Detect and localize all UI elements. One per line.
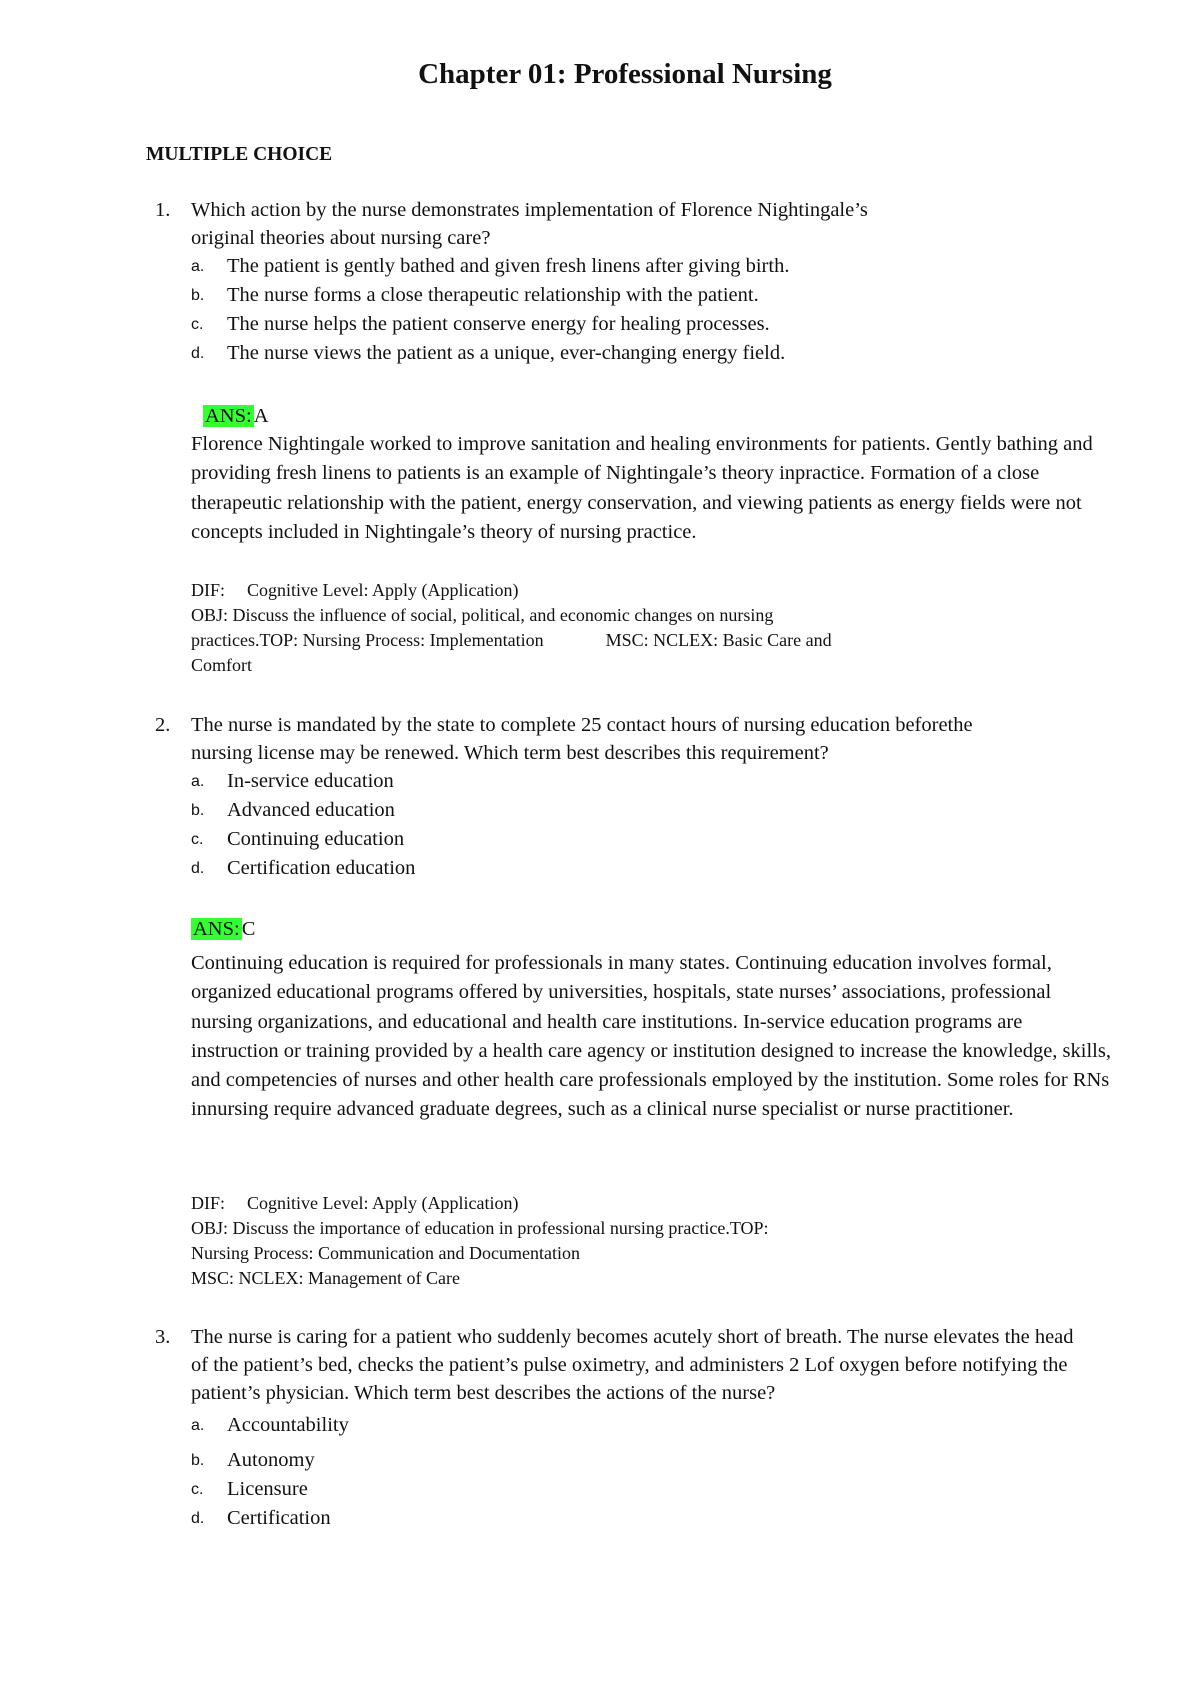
option-text: The nurse views the patient as a unique, ever-changing energy field. <box>227 342 786 364</box>
option-letter: a. <box>191 773 205 790</box>
option-letter: c. <box>191 831 204 848</box>
dif-value: Cognitive Level: Apply (Application) <box>247 1193 519 1213</box>
option-text: Certification <box>227 1507 331 1529</box>
top-line: Nursing Process: Communication and Documentation <box>191 1243 580 1263</box>
options-list <box>191 767 1075 883</box>
options-list <box>191 252 1075 368</box>
option-letter: c. <box>191 316 204 333</box>
dif-label: DIF: <box>191 1193 226 1213</box>
answer-block-1 <box>191 402 1111 547</box>
option-d <box>191 1504 1075 1533</box>
option-text: The patient is gently bathed and given fresh linens after giving birth. <box>227 255 790 277</box>
section-heading: MULTIPLE CHOICE <box>146 144 333 165</box>
question-3 <box>155 1323 1075 1533</box>
option-letter: d. <box>191 345 205 362</box>
option-letter: b. <box>191 287 205 304</box>
answer-value: C <box>241 918 256 940</box>
dif-label: DIF: <box>191 580 226 600</box>
question-stem: The nurse is caring for a patient who suddenly becomes acutely short of breath. The nurse elevates the head of the patient’s bed, checks the patient’s pulse oximetry, and administers 2 Lof oxygen before notifying the patient’s physician. Which term best describes the actions of the nurse? <box>191 1326 1074 1404</box>
option-text: Continuing education <box>227 828 405 850</box>
question-stem: Which action by the nurse demonstrates implementation of Florence Nightingale’s original theories about nursing care? <box>191 199 868 249</box>
option-text: The nurse helps the patient conserve energy for healing processes. <box>227 313 770 335</box>
option-c <box>191 1475 1075 1504</box>
option-text: Advanced education <box>227 799 395 821</box>
question-number: 1. <box>155 199 171 221</box>
msc-continued: Comfort <box>191 655 252 675</box>
option-b <box>191 281 1075 310</box>
option-letter: b. <box>191 802 205 819</box>
answer-block-2 <box>191 915 1111 1125</box>
question-number: 3. <box>155 1326 171 1348</box>
answer-value: A <box>253 405 269 427</box>
rationale: Florence Nightingale worked to improve sanitation and healing environments for patients. Gently bathing and providing fresh linens to patients is an example of Nightingale’s theory inpractice. Formation of a close therapeutic relationship with the patient, energy conservation, and viewing patients as energy fields were not concepts included in Nightingale’s theory of nursing practice. <box>191 433 1093 543</box>
option-a <box>191 767 1075 796</box>
question-number: 2. <box>155 714 171 736</box>
option-letter: c. <box>191 1481 204 1498</box>
rationale: Continuing education is required for professionals in many states. Continuing education involves formal, organized educational programs offered by universities, hospitals, state nurses’ associations, professional nursing organizations, and educational and health care institutions. In-service education programs are instruction or training provided by a health care agency or institution designed to increase the knowledge, skills, and competencies of nurses and other health care professionals employed by the institution. Some roles for RNs innursing require advanced graduate degrees, such as a clinical nurse specialist or nurse practitioner. <box>191 952 1111 1121</box>
question-1 <box>155 196 1075 368</box>
option-letter: d. <box>191 1510 205 1527</box>
option-c <box>191 825 1075 854</box>
page-title: Chapter 01: Professional Nursing <box>418 58 832 90</box>
obj-line: OBJ: Discuss the importance of education in professional nursing practice.TOP: <box>191 1218 769 1238</box>
option-a <box>191 1411 1075 1440</box>
msc-line: MSC: NCLEX: Basic Care and <box>605 630 832 650</box>
option-d <box>191 339 1075 368</box>
option-d <box>191 854 1075 883</box>
option-text: Autonomy <box>227 1449 315 1471</box>
option-c <box>191 310 1075 339</box>
metadata-2 <box>191 1191 991 1291</box>
answer-label: ANS: <box>193 918 240 940</box>
metadata-1 <box>191 578 991 678</box>
question-stem: The nurse is mandated by the state to complete 25 contact hours of nursing education beforethe nursing license may be renewed. Which term best describes this requirement? <box>191 714 973 764</box>
option-a <box>191 252 1075 281</box>
question-2 <box>155 711 1075 883</box>
option-text: Licensure <box>227 1478 308 1500</box>
option-text: Certification education <box>227 857 416 879</box>
top-line: practices.TOP: Nursing Process: Implementation <box>191 630 544 650</box>
answer-label: ANS: <box>205 405 252 427</box>
option-letter: d. <box>191 860 205 877</box>
dif-value: Cognitive Level: Apply (Application) <box>247 580 519 600</box>
obj-line: OBJ: Discuss the influence of social, political, and economic changes on nursing <box>191 605 774 625</box>
option-text: Accountability <box>227 1414 349 1436</box>
msc-line: MSC: NCLEX: Management of Care <box>191 1268 460 1288</box>
option-text: The nurse forms a close therapeutic relationship with the patient. <box>227 284 759 306</box>
option-b <box>191 1446 1075 1475</box>
options-list <box>191 1411 1075 1533</box>
option-letter: b. <box>191 1452 205 1469</box>
option-b <box>191 796 1075 825</box>
option-letter: a. <box>191 1417 205 1434</box>
option-letter: a. <box>191 258 205 275</box>
option-text: In-service education <box>227 770 394 792</box>
